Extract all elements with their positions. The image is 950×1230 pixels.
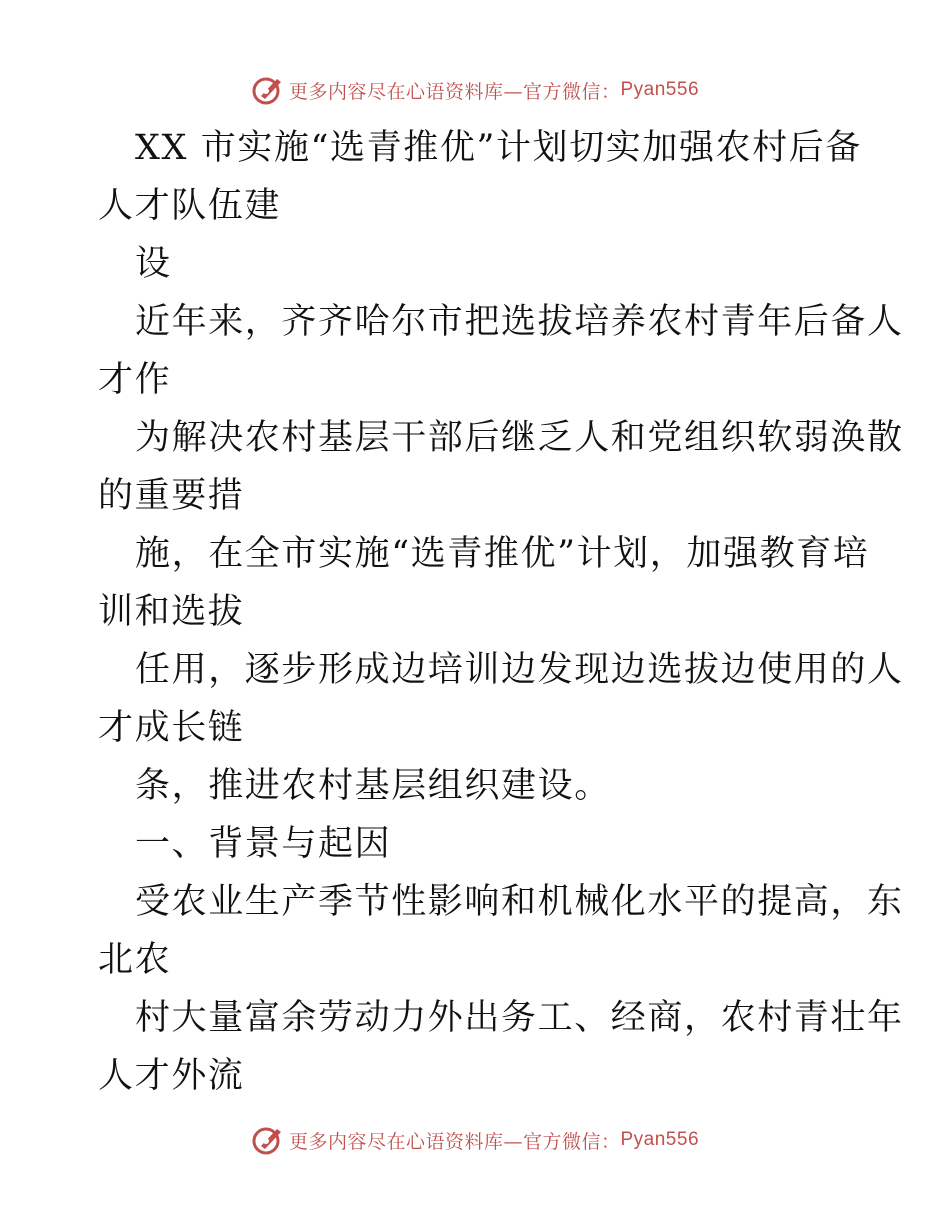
text-line: 村大量富余劳动力外出务工、经商，农村青壮年 [135, 998, 904, 1038]
text-line: 北农 [98, 940, 172, 980]
text-line: 受农业生产季节性影响和机械化水平的提高，东 [135, 882, 904, 922]
text-line: 为解决农村基层干部后继乏人和党组织软弱涣散 [135, 418, 904, 458]
text-line: 任用，逐步形成边培训边发现边选拔边使用的人 [135, 650, 904, 690]
text-line: 才成长链 [98, 708, 245, 748]
title-line-2: 人才队伍建 [98, 186, 282, 226]
text-line: 人才外流 [98, 1056, 245, 1096]
text-line: 施，在全市实施“选青推优”计划，加强教育培 [135, 534, 870, 574]
footer-watermark [0, 1120, 950, 1160]
text-line: 训和选拔 [98, 592, 245, 632]
text-line: 才作 [98, 360, 172, 400]
watermark-text: 更多内容尽在心语资料库—官方微信： [288, 80, 621, 103]
title-line-1: XX 市实施“选青推优”计划切实加强农村后备 [135, 128, 862, 168]
watermark-text: 更多内容尽在心语资料库—官方微信： [288, 1130, 621, 1153]
section-heading: 一、背景与起因 [135, 824, 392, 864]
pen-nib-circle-icon [251, 1123, 285, 1157]
title-line-3: 设 [135, 244, 172, 284]
watermark-wechat-id: Pyan556 [620, 1129, 700, 1150]
watermark-wechat-id: Pyan556 [620, 79, 700, 100]
text-line: 近年来，齐齐哈尔市把选拔培养农村青年后备人 [135, 302, 904, 342]
text-line: 条，推进农村基层组织建设。 [135, 766, 611, 806]
text-line: 的重要措 [98, 476, 245, 516]
